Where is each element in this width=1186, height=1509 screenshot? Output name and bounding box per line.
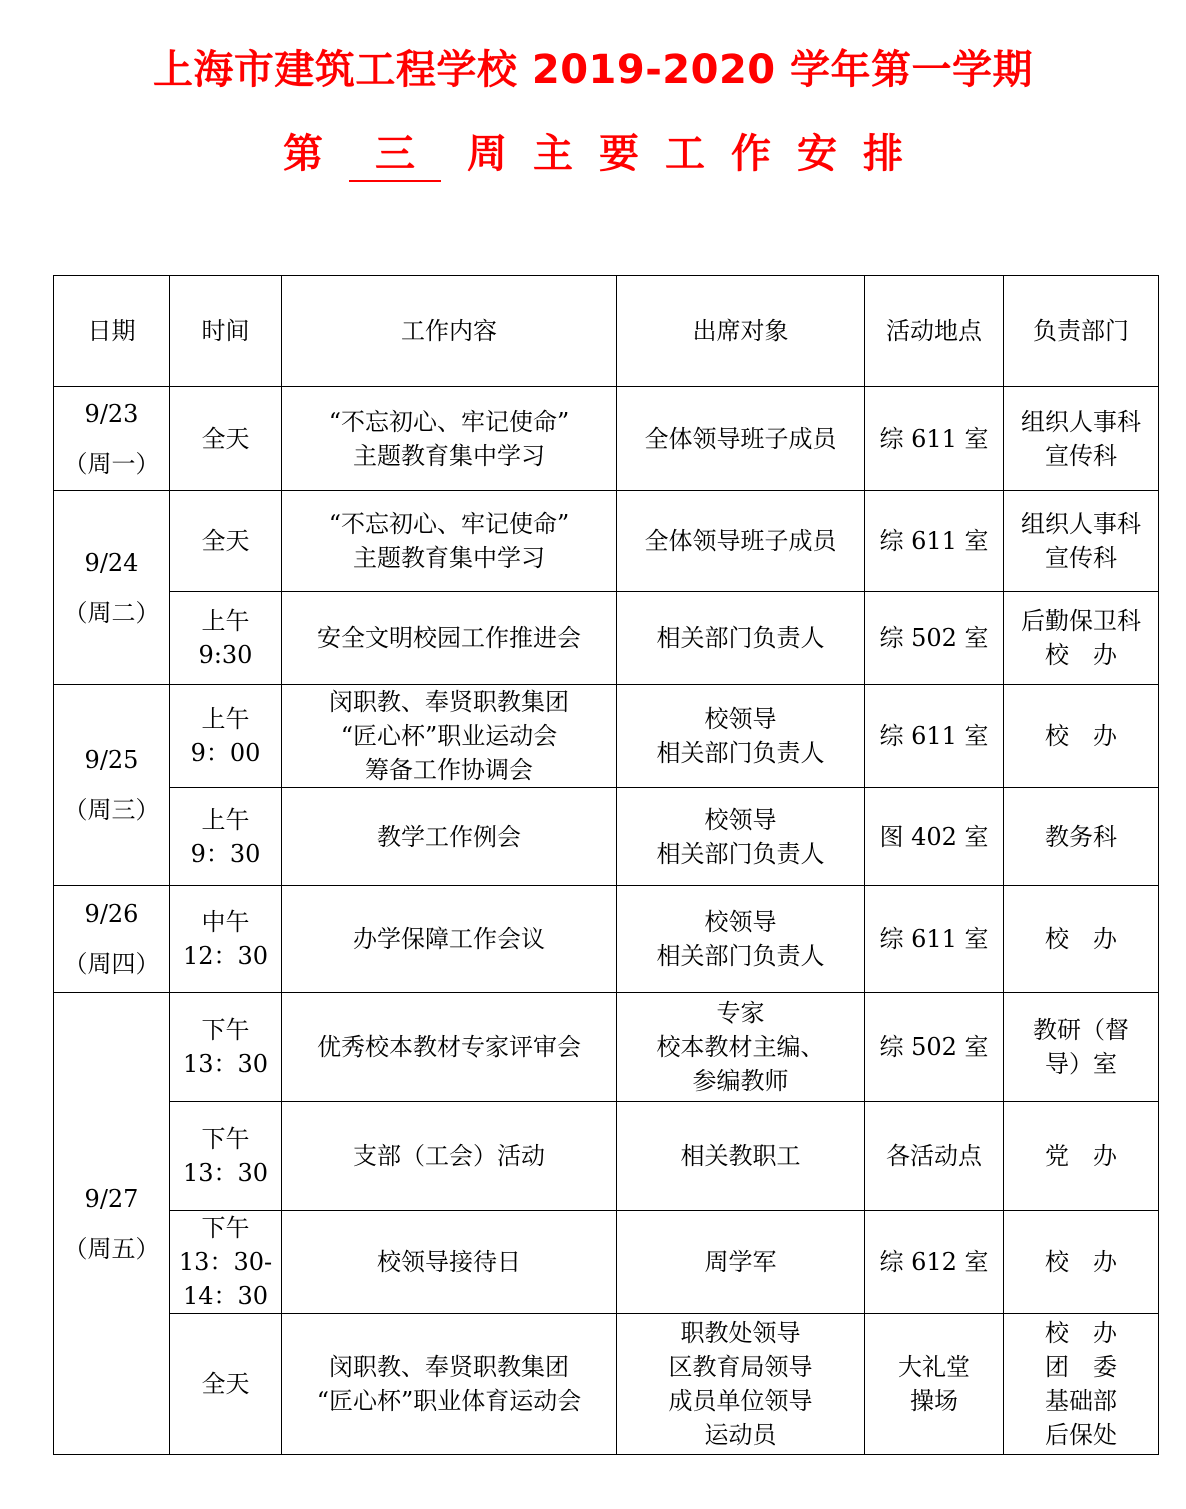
location-cell (865, 1211, 1004, 1314)
content-cell (282, 592, 617, 685)
location-cell (865, 491, 1004, 592)
content-cell (282, 491, 617, 592)
attendees-line: 校领导 (704, 805, 777, 834)
attendees-line: 相关部门负责人 (656, 942, 825, 970)
attendees-line: 相关部门负责人 (656, 739, 825, 767)
content-cell (282, 685, 617, 788)
department-line: 组织人事科 (1021, 510, 1141, 538)
time-cell (170, 788, 282, 886)
date-text: 9/26 (84, 900, 139, 928)
subtitle-word: 主 (533, 131, 573, 177)
header-department: 负责部门 (1004, 276, 1159, 387)
attendees-line: 校领导 (704, 908, 777, 936)
weekday-text: （周三） (63, 796, 160, 824)
schedule-body (54, 387, 1159, 1455)
department-cell (1004, 993, 1159, 1102)
time-line: 全天 (201, 424, 250, 453)
date-text: 9/25 (84, 746, 139, 774)
date-text: 9/24 (84, 548, 139, 577)
header-date: 日期 (54, 276, 170, 387)
location-cell (865, 886, 1004, 993)
attendees-line: 成员单位领导 (668, 1387, 813, 1415)
attendees-line: 相关部门负责人 (656, 624, 825, 652)
content-line: 支部（工会）活动 (353, 1142, 545, 1170)
subtitle-word: 工 (665, 131, 705, 177)
location-line: 综 611 室 (879, 527, 989, 555)
table-row (54, 1211, 1159, 1314)
department-line: 校 办 (1045, 641, 1117, 669)
location-line: 综 611 室 (879, 925, 989, 953)
location-cell (865, 1314, 1004, 1455)
department-line: 基础部 (1045, 1387, 1117, 1415)
attendees-line: 相关部门负责人 (656, 839, 825, 868)
subtitle-word: 排 (863, 131, 903, 177)
location-line: 各活动点 (886, 1142, 982, 1170)
content-line: 闵职教、奉贤职教集团 (329, 688, 569, 716)
attendees-line: 周学军 (704, 1248, 777, 1276)
location-line: 综 502 室 (879, 1033, 989, 1061)
time-line: 上午 (201, 705, 250, 733)
location-line: 综 611 室 (879, 424, 989, 453)
date-cell (54, 491, 170, 685)
time-line: 13：30 (182, 1159, 269, 1187)
subtitle-prefix: 第 (283, 131, 323, 177)
department-line: 宣传科 (1045, 441, 1117, 470)
attendees-cell (617, 1102, 865, 1211)
time-line: 上午 (201, 607, 250, 635)
department-cell (1004, 592, 1159, 685)
time-cell (170, 1314, 282, 1455)
time-line: 9:30 (198, 641, 253, 669)
attendees-cell (617, 993, 865, 1102)
content-line: “匠心杯”职业体育运动会 (316, 1387, 582, 1415)
attendees-cell (617, 592, 865, 685)
location-line: 综 502 室 (879, 624, 989, 652)
subtitle-word: 周 (467, 131, 507, 177)
table-row (54, 685, 1159, 788)
department-line: 组织人事科 (1021, 407, 1141, 436)
department-line: 教研（督 (1033, 1016, 1129, 1044)
content-line: 安全文明校园工作推进会 (317, 624, 581, 652)
attendees-line: 运动员 (704, 1421, 777, 1449)
content-line: “匠心杯”职业运动会 (340, 722, 558, 750)
weekday-text: （周四） (63, 950, 160, 978)
department-line: 团 委 (1045, 1353, 1117, 1381)
content-cell (282, 387, 617, 491)
department-line: 导）室 (1045, 1050, 1117, 1078)
attendees-line: 职教处领导 (680, 1319, 801, 1347)
department-line: 校 办 (1045, 925, 1117, 953)
time-line: 14：30 (182, 1282, 269, 1310)
attendees-line: 区教育局领导 (668, 1353, 813, 1381)
department-cell (1004, 387, 1159, 491)
department-line: 后保处 (1045, 1421, 1117, 1449)
time-line: 全天 (201, 527, 250, 555)
location-line: 图 402 室 (879, 822, 989, 851)
attendees-cell (617, 685, 865, 788)
time-cell (170, 993, 282, 1102)
date-cell (54, 387, 170, 491)
attendees-cell (617, 886, 865, 993)
time-cell (170, 592, 282, 685)
attendees-cell (617, 491, 865, 592)
content-line: “不忘初心、牢记使命” (328, 510, 570, 538)
content-cell (282, 1102, 617, 1211)
time-line: 12：30 (182, 942, 269, 970)
week-number: 三 (349, 128, 441, 182)
department-line: 宣传科 (1045, 544, 1117, 572)
date-cell (54, 886, 170, 993)
attendees-cell (617, 1211, 865, 1314)
content-line: 教学工作例会 (377, 822, 521, 851)
time-line: 下午 (201, 1016, 250, 1044)
content-line: 筹备工作协调会 (365, 756, 533, 784)
table-row (54, 1314, 1159, 1455)
location-line: 综 612 室 (879, 1248, 989, 1276)
department-cell (1004, 1102, 1159, 1211)
header-content: 工作内容 (282, 276, 617, 387)
time-line: 下午 (201, 1125, 250, 1153)
attendees-line: 相关教职工 (680, 1142, 801, 1170)
location-line: 综 611 室 (879, 722, 989, 750)
content-cell (282, 886, 617, 993)
attendees-cell (617, 788, 865, 886)
subtitle-word: 安 (797, 131, 837, 177)
location-cell (865, 788, 1004, 886)
date-text: 9/23 (84, 399, 139, 428)
date-cell (54, 993, 170, 1455)
department-line: 校 办 (1045, 722, 1117, 750)
table-row (54, 1102, 1159, 1211)
attendees-line: 参编教师 (692, 1067, 789, 1095)
time-cell (170, 1102, 282, 1211)
time-line: 下午 (201, 1214, 250, 1242)
content-cell (282, 993, 617, 1102)
department-cell (1004, 1314, 1159, 1455)
header-time: 时间 (170, 276, 282, 387)
department-line: 党 办 (1045, 1142, 1117, 1170)
attendees-cell (617, 387, 865, 491)
table-row (54, 993, 1159, 1102)
department-cell (1004, 491, 1159, 592)
department-cell (1004, 788, 1159, 886)
weekday-text: （周五） (63, 1234, 160, 1263)
location-cell (865, 1102, 1004, 1211)
time-cell (170, 886, 282, 993)
department-cell (1004, 685, 1159, 788)
time-line: 9：00 (190, 739, 261, 767)
time-cell (170, 1211, 282, 1314)
date-cell (54, 685, 170, 886)
time-line: 上午 (201, 805, 250, 834)
location-cell (865, 685, 1004, 788)
time-cell (170, 685, 282, 788)
time-cell (170, 387, 282, 491)
content-line: “不忘初心、牢记使命” (328, 407, 570, 436)
time-cell (170, 491, 282, 592)
location-cell (865, 993, 1004, 1102)
department-cell (1004, 886, 1159, 993)
attendees-line: 专家 (716, 999, 765, 1027)
time-line: 9：30 (190, 839, 261, 868)
table-row (54, 491, 1159, 592)
weekday-text: （周二） (63, 598, 160, 627)
time-line: 13：30 (182, 1050, 269, 1078)
table-row (54, 886, 1159, 993)
content-cell (282, 1314, 617, 1455)
department-line: 校 办 (1045, 1319, 1117, 1347)
schedule-table (53, 275, 1159, 1455)
content-line: 主题教育集中学习 (353, 544, 545, 572)
attendees-line: 校本教材主编、 (656, 1033, 825, 1061)
content-cell (282, 1211, 617, 1314)
content-line: 校领导接待日 (377, 1248, 521, 1276)
table-row (54, 592, 1159, 685)
content-cell (282, 788, 617, 886)
attendees-line: 全体领导班子成员 (644, 527, 837, 555)
table-row (54, 387, 1159, 491)
content-line: 主题教育集中学习 (353, 441, 545, 470)
location-cell (865, 387, 1004, 491)
department-cell (1004, 1211, 1159, 1314)
header-row (54, 276, 1159, 387)
department-line: 教务科 (1045, 822, 1117, 851)
location-line: 大礼堂 (898, 1353, 970, 1381)
weekday-text: （周一） (63, 449, 160, 478)
header-attendees: 出席对象 (617, 276, 865, 387)
content-line: 办学保障工作会议 (353, 925, 545, 953)
attendees-line: 校领导 (704, 705, 777, 733)
content-line: 优秀校本教材专家评审会 (317, 1033, 581, 1061)
time-line: 中午 (201, 908, 250, 936)
date-text: 9/27 (84, 1184, 139, 1213)
location-line: 操场 (910, 1387, 958, 1415)
document-subtitle (0, 122, 1186, 182)
time-line: 全天 (201, 1370, 250, 1398)
department-line: 校 办 (1045, 1248, 1117, 1276)
attendees-cell (617, 1314, 865, 1455)
content-line: 闵职教、奉贤职教集团 (329, 1353, 569, 1381)
time-line: 13：30- (178, 1248, 273, 1276)
department-line: 后勤保卫科 (1021, 607, 1141, 635)
header-location: 活动地点 (865, 276, 1004, 387)
attendees-line: 全体领导班子成员 (644, 424, 837, 453)
location-cell (865, 592, 1004, 685)
table-row (54, 788, 1159, 886)
subtitle-word: 要 (599, 131, 639, 177)
subtitle-word: 作 (731, 131, 771, 177)
document-title: 上海市建筑工程学校 2019-2020 学年第一学期 (152, 47, 1034, 93)
